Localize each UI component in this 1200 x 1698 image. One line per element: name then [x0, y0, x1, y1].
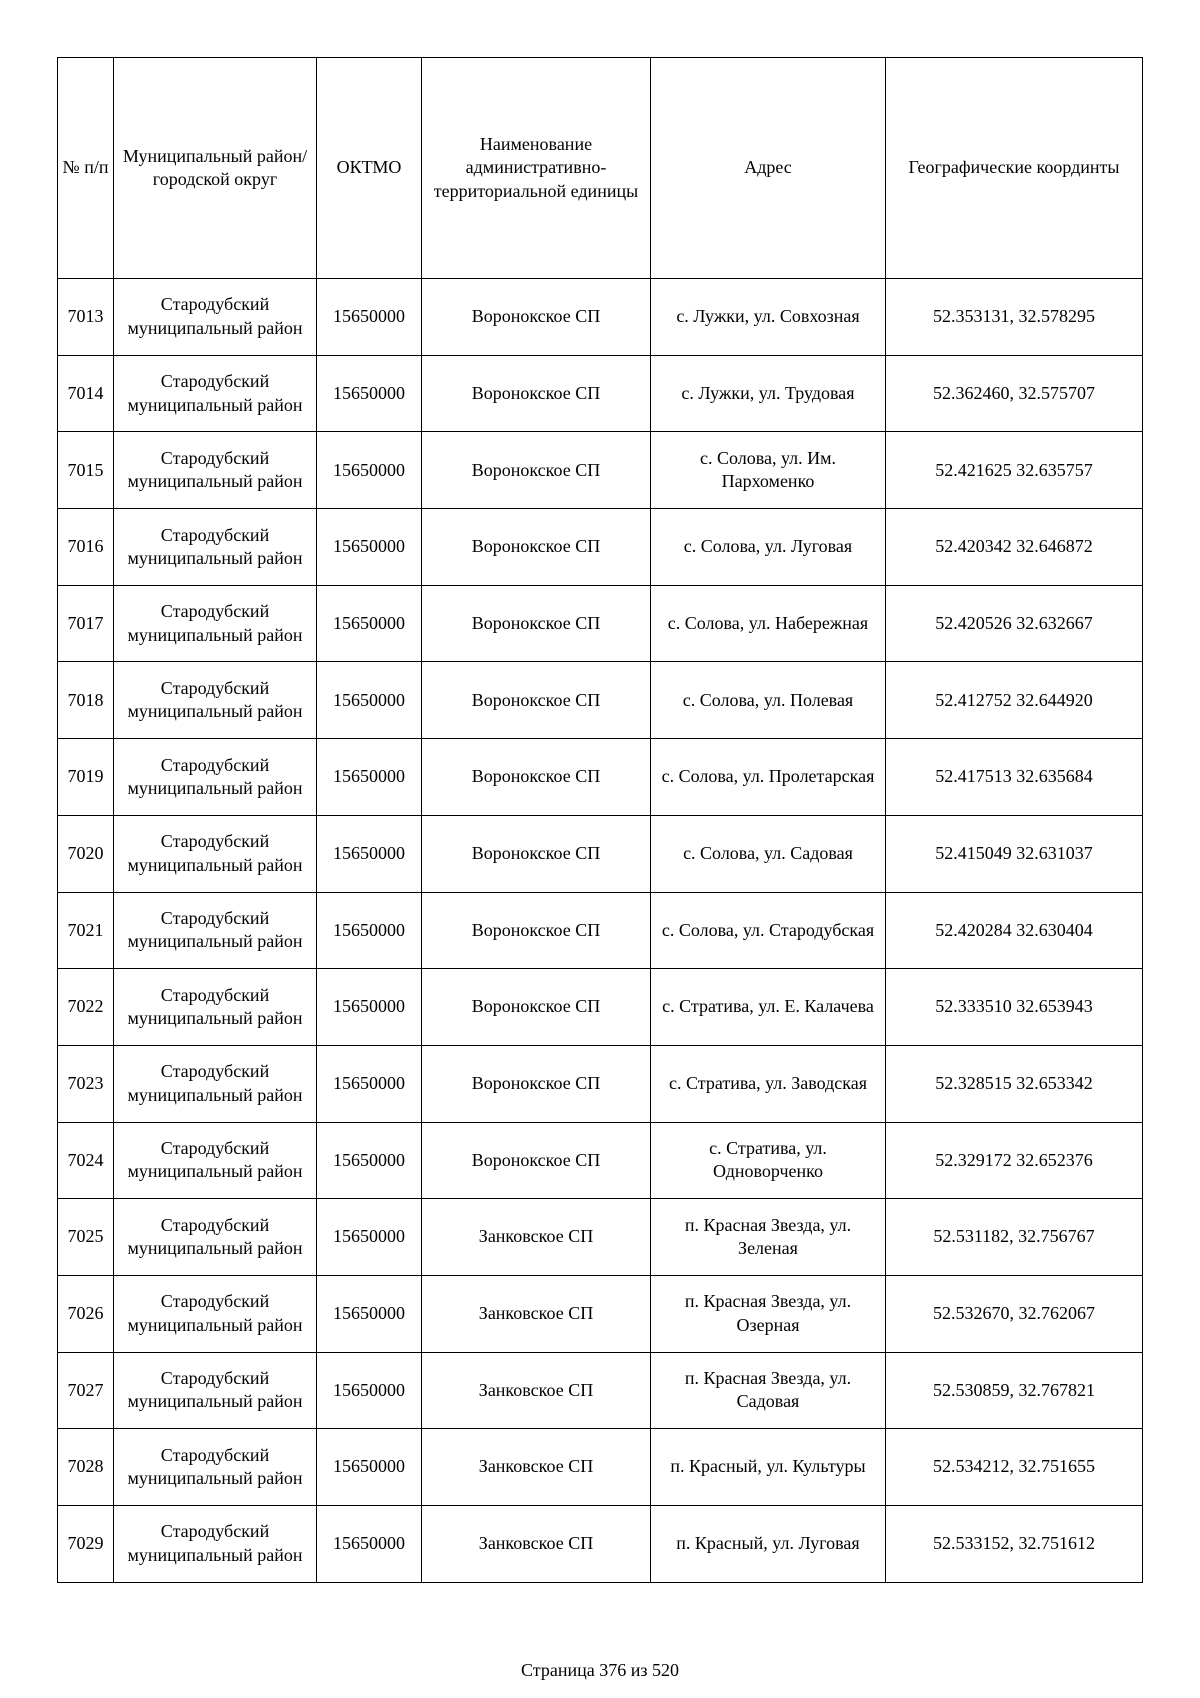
cell-district: Стародубский муниципальный район — [114, 892, 317, 969]
cell-district: Стародубский муниципальный район — [114, 432, 317, 509]
cell-coords: 52.531182, 32.756767 — [886, 1199, 1143, 1276]
cell-num: 7023 — [58, 1045, 114, 1122]
cell-coords: 52.353131, 32.578295 — [886, 279, 1143, 356]
table-row — [58, 279, 1143, 356]
cell-address: с. Стратива, ул. Е. Калачева — [651, 969, 886, 1046]
cell-coords: 52.420342 32.646872 — [886, 509, 1143, 586]
table-row — [58, 662, 1143, 739]
cell-unit: Занковское СП — [422, 1352, 651, 1429]
cell-address: с. Стратива, ул. Заводская — [651, 1045, 886, 1122]
table-row — [58, 815, 1143, 892]
table-row — [58, 1352, 1143, 1429]
cell-coords: 52.415049 32.631037 — [886, 815, 1143, 892]
cell-unit: Воронокское СП — [422, 969, 651, 1046]
cell-oktmo: 15650000 — [317, 279, 422, 356]
cell-num: 7028 — [58, 1429, 114, 1506]
cell-address: п. Красный, ул. Культуры — [651, 1429, 886, 1506]
cell-district: Стародубский муниципальный район — [114, 355, 317, 432]
cell-district: Стародубский муниципальный район — [114, 815, 317, 892]
cell-address: с. Лужки, ул. Трудовая — [651, 355, 886, 432]
cell-district: Стародубский муниципальный район — [114, 279, 317, 356]
header-num: № п/п — [58, 58, 114, 279]
table-row — [58, 1199, 1143, 1276]
cell-district: Стародубский муниципальный район — [114, 969, 317, 1046]
cell-oktmo: 15650000 — [317, 815, 422, 892]
cell-coords: 52.532670, 32.762067 — [886, 1275, 1143, 1352]
cell-district: Стародубский муниципальный район — [114, 509, 317, 586]
cell-coords: 52.534212, 32.751655 — [886, 1429, 1143, 1506]
cell-oktmo: 15650000 — [317, 355, 422, 432]
cell-coords: 52.417513 32.635684 — [886, 739, 1143, 816]
cell-oktmo: 15650000 — [317, 1045, 422, 1122]
cell-district: Стародубский муниципальный район — [114, 1352, 317, 1429]
cell-oktmo: 15650000 — [317, 1506, 422, 1583]
cell-oktmo: 15650000 — [317, 892, 422, 969]
cell-unit: Занковское СП — [422, 1199, 651, 1276]
cell-unit: Воронокское СП — [422, 585, 651, 662]
table-row — [58, 1275, 1143, 1352]
cell-address: с. Солова, ул. Луговая — [651, 509, 886, 586]
table-row — [58, 1429, 1143, 1506]
cell-num: 7017 — [58, 585, 114, 662]
table-row — [58, 1506, 1143, 1583]
cell-unit: Воронокское СП — [422, 815, 651, 892]
cell-coords: 52.533152, 32.751612 — [886, 1506, 1143, 1583]
cell-address: с. Лужки, ул. Совхозная — [651, 279, 886, 356]
cell-unit: Занковское СП — [422, 1429, 651, 1506]
table-body — [58, 279, 1143, 1583]
cell-num: 7016 — [58, 509, 114, 586]
cell-address: с. Солова, ул. Стародубская — [651, 892, 886, 969]
cell-coords: 52.329172 32.652376 — [886, 1122, 1143, 1199]
cell-address: с. Солова, ул. Набережная — [651, 585, 886, 662]
cell-district: Стародубский муниципальный район — [114, 585, 317, 662]
cell-address: п. Красный, ул. Луговая — [651, 1506, 886, 1583]
cell-oktmo: 15650000 — [317, 1352, 422, 1429]
cell-num: 7015 — [58, 432, 114, 509]
cell-coords: 52.420284 32.630404 — [886, 892, 1143, 969]
table-row — [58, 432, 1143, 509]
table-row — [58, 892, 1143, 969]
registry-table — [57, 57, 1143, 1583]
cell-coords: 52.421625 32.635757 — [886, 432, 1143, 509]
cell-district: Стародубский муниципальный район — [114, 1199, 317, 1276]
header-oktmo: ОКТМО — [317, 58, 422, 279]
page-number: Страница 376 из 520 — [521, 1660, 679, 1680]
cell-oktmo: 15650000 — [317, 432, 422, 509]
cell-unit: Воронокское СП — [422, 432, 651, 509]
table-row — [58, 739, 1143, 816]
cell-oktmo: 15650000 — [317, 1275, 422, 1352]
table-row — [58, 969, 1143, 1046]
table-row — [58, 1122, 1143, 1199]
cell-address: с. Солова, ул. Им. Пархоменко — [651, 432, 886, 509]
cell-num: 7021 — [58, 892, 114, 969]
cell-district: Стародубский муниципальный район — [114, 1275, 317, 1352]
cell-district: Стародубский муниципальный район — [114, 739, 317, 816]
cell-coords: 52.420526 32.632667 — [886, 585, 1143, 662]
cell-district: Стародубский муниципальный район — [114, 1045, 317, 1122]
table-row — [58, 509, 1143, 586]
cell-num: 7027 — [58, 1352, 114, 1429]
cell-num: 7026 — [58, 1275, 114, 1352]
cell-num: 7022 — [58, 969, 114, 1046]
cell-address: с. Солова, ул. Пролетарская — [651, 739, 886, 816]
cell-district: Стародубский муниципальный район — [114, 1506, 317, 1583]
cell-oktmo: 15650000 — [317, 1429, 422, 1506]
cell-address: п. Красная Звезда, ул. Зеленая — [651, 1199, 886, 1276]
cell-unit: Воронокское СП — [422, 739, 651, 816]
cell-oktmo: 15650000 — [317, 1199, 422, 1276]
cell-address: с. Солова, ул. Полевая — [651, 662, 886, 739]
header-unit: Наименование административно-территориальной единицы — [422, 58, 651, 279]
cell-unit: Воронокское СП — [422, 279, 651, 356]
cell-district: Стародубский муниципальный район — [114, 1429, 317, 1506]
cell-unit: Воронокское СП — [422, 892, 651, 969]
cell-coords: 52.333510 32.653943 — [886, 969, 1143, 1046]
cell-num: 7014 — [58, 355, 114, 432]
cell-unit: Занковское СП — [422, 1275, 651, 1352]
cell-unit: Воронокское СП — [422, 355, 651, 432]
table-row — [58, 355, 1143, 432]
cell-oktmo: 15650000 — [317, 1122, 422, 1199]
cell-num: 7020 — [58, 815, 114, 892]
cell-oktmo: 15650000 — [317, 662, 422, 739]
cell-unit: Воронокское СП — [422, 1122, 651, 1199]
cell-num: 7025 — [58, 1199, 114, 1276]
cell-num: 7029 — [58, 1506, 114, 1583]
cell-num: 7018 — [58, 662, 114, 739]
cell-address: с. Стратива, ул. Одноворченко — [651, 1122, 886, 1199]
table-row — [58, 1045, 1143, 1122]
header-coords: Географические координты — [886, 58, 1143, 279]
cell-coords: 52.530859, 32.767821 — [886, 1352, 1143, 1429]
cell-district: Стародубский муниципальный район — [114, 662, 317, 739]
cell-unit: Воронокское СП — [422, 1045, 651, 1122]
cell-oktmo: 15650000 — [317, 509, 422, 586]
table-row — [58, 585, 1143, 662]
cell-unit: Воронокское СП — [422, 509, 651, 586]
cell-num: 7024 — [58, 1122, 114, 1199]
cell-unit: Занковское СП — [422, 1506, 651, 1583]
cell-district: Стародубский муниципальный район — [114, 1122, 317, 1199]
cell-oktmo: 15650000 — [317, 585, 422, 662]
table-header — [58, 58, 1143, 279]
header-district: Муниципальный район/городской округ — [114, 58, 317, 279]
cell-oktmo: 15650000 — [317, 969, 422, 1046]
cell-oktmo: 15650000 — [317, 739, 422, 816]
cell-unit: Воронокское СП — [422, 662, 651, 739]
cell-num: 7019 — [58, 739, 114, 816]
cell-address: п. Красная Звезда, ул. Озерная — [651, 1275, 886, 1352]
cell-num: 7013 — [58, 279, 114, 356]
cell-coords: 52.328515 32.653342 — [886, 1045, 1143, 1122]
cell-coords: 52.362460, 32.575707 — [886, 355, 1143, 432]
header-address: Адрес — [651, 58, 886, 279]
header-row — [58, 58, 1143, 279]
cell-address: с. Солова, ул. Садовая — [651, 815, 886, 892]
cell-coords: 52.412752 32.644920 — [886, 662, 1143, 739]
cell-address: п. Красная Звезда, ул. Садовая — [651, 1352, 886, 1429]
